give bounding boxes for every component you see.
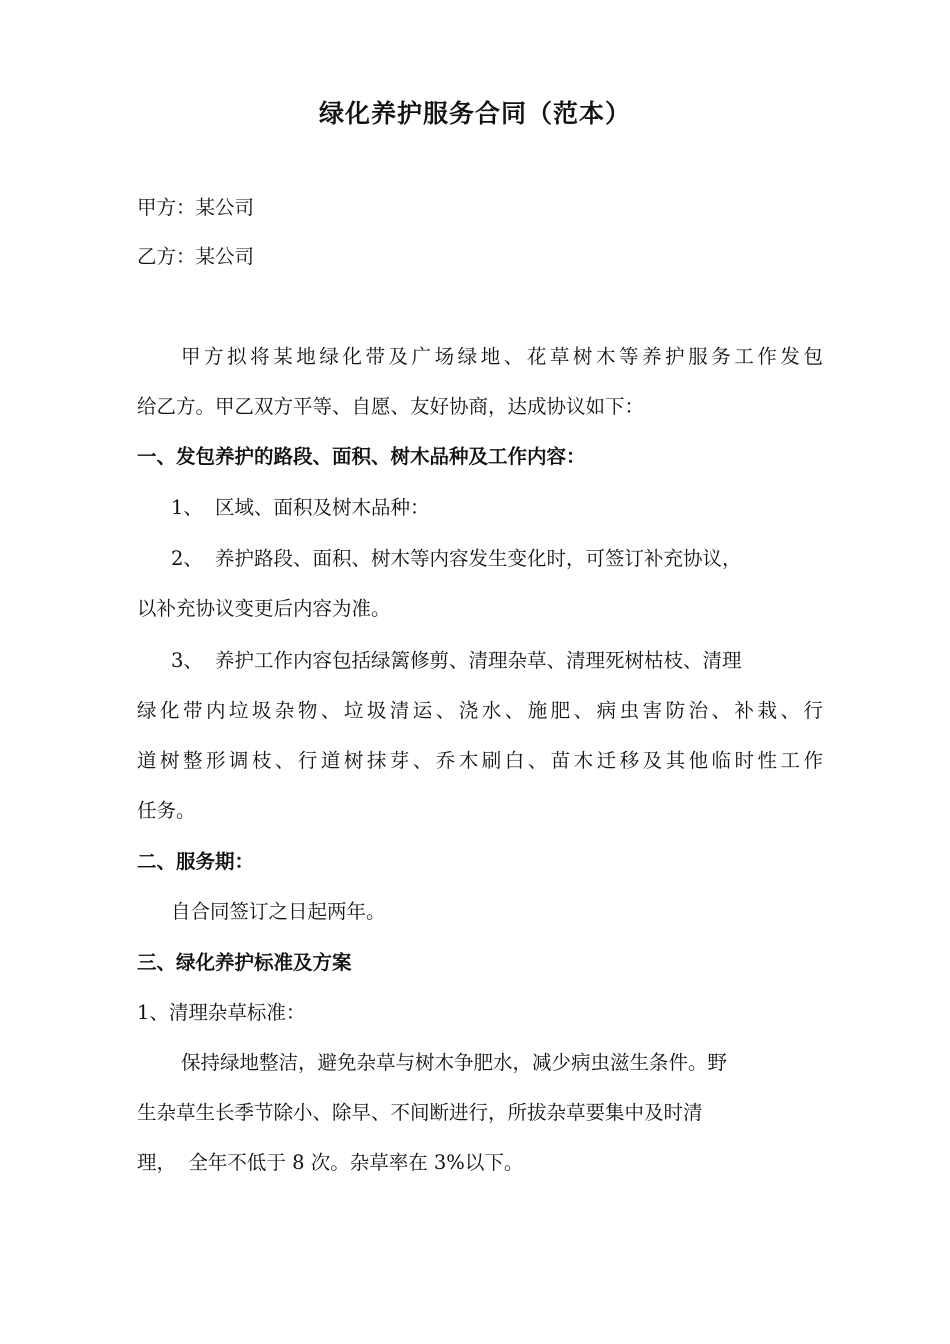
section-2-text: 自合同签订之日起两年。 [171,900,386,923]
section-1-item-2-line-2: 以补充协议变更后内容为准。 [137,597,391,620]
item-1-text: 区域、面积及树木品种： [215,496,430,519]
item-1-number: 1、 [171,496,203,519]
item-2-number: 2、 [171,547,203,570]
section-3-sub-1-line-1: 保持绿地整洁，避免杂草与树木争肥水，减少病虫滋生条件。野 [181,1051,728,1074]
section-1-item-3-line-4: 任务。 [137,799,196,822]
section-3-sub-1-line-3: 理， 全年不低于 8 次。杂草率在 3%以下。 [137,1151,524,1174]
section-1-item-2-line-1 [171,544,742,574]
party-a: 甲方：某公司 [137,196,255,219]
party-b: 乙方：某公司 [137,245,255,268]
item-3-number: 3、 [171,649,203,672]
section-3-heading: 三、绿化养护标准及方案 [137,951,352,974]
section-1-item-1 [171,493,430,523]
section-1-heading: 一、发包养护的路段、面积、树木品种及工作内容： [137,445,586,468]
intro-line-2: 给乙方。甲乙双方平等、自愿、友好协商，达成协议如下： [137,395,645,418]
document-title: 绿化养护服务合同（范本） [318,99,631,128]
item-3-text: 养护工作内容包括绿篱修剪、清理杂草、清理死树枯枝、清理 [215,649,742,672]
item-2-text: 养护路段、面积、树木等内容发生变化时，可签订补充协议， [215,547,742,570]
intro-line-1: 甲方拟将某地绿化带及广场绿地、花草树木等养护服务工作发包 [181,345,823,368]
section-1-item-3-line-3: 道树整形调枝、行道树抹芽、乔木刷白、苗木迁移及其他临时性工作 [137,749,823,772]
section-2-heading: 二、服务期： [137,850,255,873]
section-3-sub-1-heading: 1、清理杂草标准： [137,1001,306,1024]
section-1-item-3-line-1 [171,646,742,676]
section-3-sub-1-line-2: 生杂草生长季节除小、除早、不间断进行，所拔杂草要集中及时清 [137,1101,703,1124]
section-1-item-3-line-2: 绿化带内垃圾杂物、垃圾清运、浇水、施肥、病虫害防治、补栽、行 [137,699,823,722]
